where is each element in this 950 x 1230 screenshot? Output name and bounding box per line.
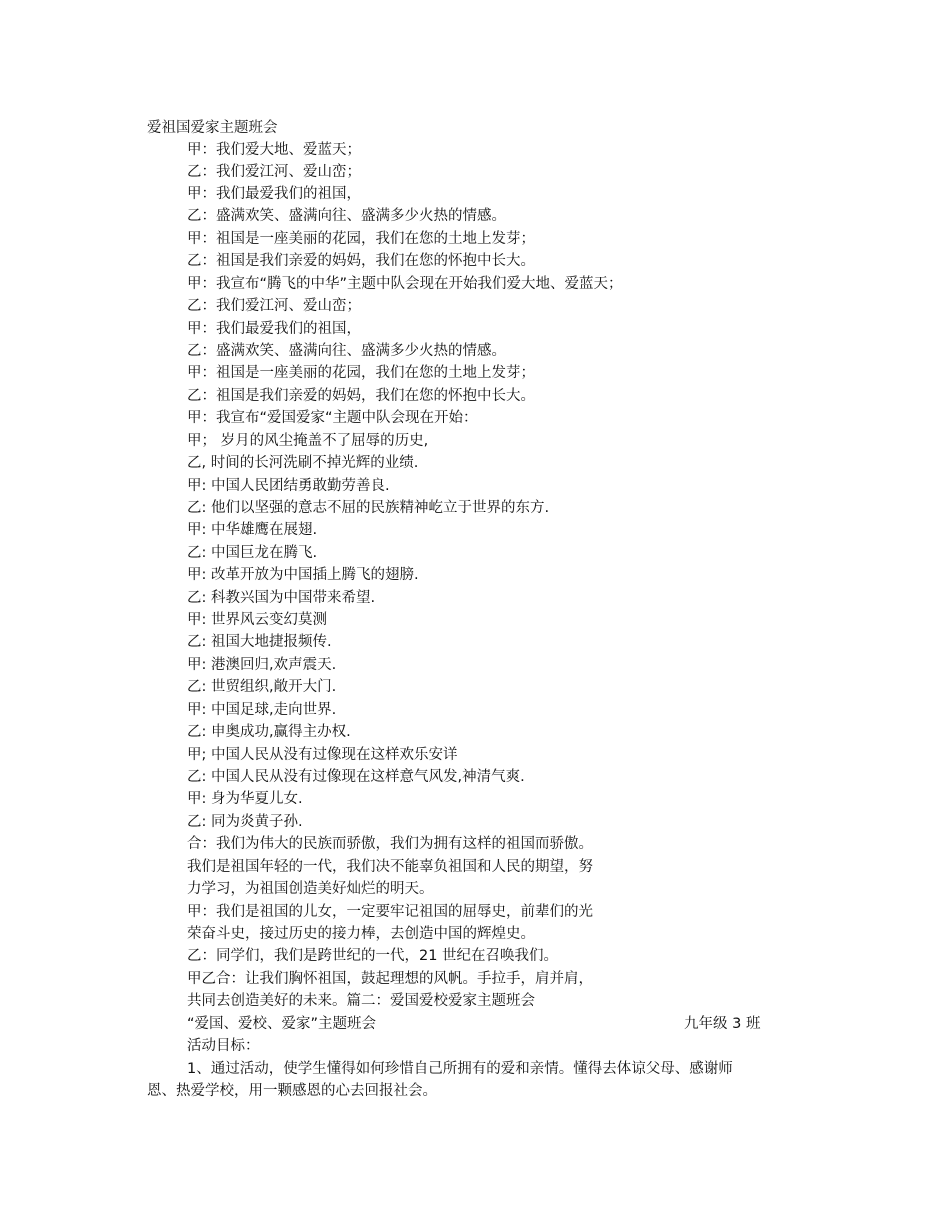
text-line: 活动目标： (187, 1038, 260, 1054)
text-line: 甲：我宣布“爱国爱家“主题中队会现在开始： (187, 410, 478, 426)
text-line: 恩、热爱学校，用一颗感恩的心去回报社会。 (147, 1083, 437, 1099)
text-line: 甲：我们最爱我们的祖国， (187, 186, 361, 202)
text-line: 甲：我们最爱我们的祖国， (187, 321, 361, 337)
text-line: 乙: 中国巨龙在腾飞. (187, 545, 318, 561)
text-line: “爱国、爱校、爱家”主题班会 (187, 1016, 377, 1032)
text-line: 乙：盛满欢笑、盛满向往、盛满多少火热的情感。 (187, 208, 506, 224)
text-line: 力学习，为祖国创造美好灿烂的明天。 (187, 881, 434, 897)
text-line: 甲: 中华雄鹰在展翅. (187, 522, 318, 538)
text-line: 甲：祖国是一座美丽的花园，我们在您的土地上发芽； (187, 365, 535, 381)
text-line: 我们是祖国年轻的一代，我们决不能辜负祖国和人民的期望，努 (187, 859, 593, 875)
document-title: 爱祖国爱家主题班会 (147, 120, 278, 136)
text-line: 甲; 中国人民从没有过像现在这样欢乐安详 (187, 747, 458, 763)
text-line: 甲: 世界风云变幻莫测 (187, 612, 327, 628)
text-line: 乙: 中国人民从没有过像现在这样意气风发,神清气爽. (187, 769, 525, 785)
text-line: 甲； 岁月的风尘掩盖不了屈辱的历史, (187, 433, 429, 449)
text-line: 乙：祖国是我们亲爱的妈妈，我们在您的怀抱中长大。 (187, 388, 535, 404)
text-line: 乙：盛满欢笑、盛满向往、盛满多少火热的情感。 (187, 343, 506, 359)
text-line: 乙：我们爱江河、爱山峦； (187, 164, 361, 180)
text-line: 1、通过活动，使学生懂得如何珍惜自己所拥有的爱和亲情。懂得去体谅父母、感谢师 (187, 1061, 733, 1077)
text-line: 甲：我宣布“腾飞的中华”主题中队会现在开始我们爱大地、爱蓝天； (187, 276, 623, 292)
text-line: 合：我们为伟大的民族而骄傲，我们为拥有这样的祖国而骄傲。 (187, 836, 593, 852)
text-line: 乙：我们爱江河、爱山峦； (187, 298, 361, 314)
text-line: 乙: 申奥成功,赢得主办权. (187, 724, 351, 740)
text-line: 甲乙合：让我们胸怀祖国，鼓起理想的风帆。手拉手，肩并肩， (187, 971, 593, 987)
text-line: 乙: 他们以坚强的意志不屈的民族精神屹立于世界的东方. (187, 500, 550, 516)
text-line: 乙：祖国是我们亲爱的妈妈，我们在您的怀抱中长大。 (187, 253, 535, 269)
text-line: 乙：同学们，我们是跨世纪的一代，21 世纪在召唤我们。 (187, 948, 559, 964)
text-line: 甲: 身为华夏儿女. (187, 791, 303, 807)
text-line: 荣奋斗史，接过历史的接力棒，去创造中国的辉煌史。 (187, 926, 535, 942)
class-label: 九年级 3 班 (684, 1016, 761, 1032)
text-line: 乙: 科教兴国为中国带来希望. (187, 590, 376, 606)
text-line: 乙: 同为炎黄子孙. (187, 814, 303, 830)
text-line: 乙, 时间的长河洗刷不掉光辉的业绩. (187, 455, 419, 471)
text-line: 甲：我们爱大地、爱蓝天； (187, 142, 361, 158)
text-line: 甲：我们是祖国的儿女，一定要牢记祖国的屈辱史，前辈们的光 (187, 904, 593, 920)
text-line: 乙: 祖国大地捷报频传. (187, 634, 332, 650)
text-line: 甲：祖国是一座美丽的花园，我们在您的土地上发芽； (187, 231, 535, 247)
text-line: 乙: 世贸组织,敞开大门. (187, 679, 337, 695)
text-line: 共同去创造美好的未来。篇二：爱国爱校爱家主题班会 (187, 993, 535, 1009)
text-line: 甲: 中国足球,走向世界. (187, 702, 337, 718)
text-line: 甲: 港澳回归,欢声震天. (187, 657, 337, 673)
text-line: 甲: 中国人民团结勇敢勤劳善良. (187, 478, 390, 494)
text-line: 甲: 改革开放为中国插上腾飞的翅膀. (187, 567, 419, 583)
